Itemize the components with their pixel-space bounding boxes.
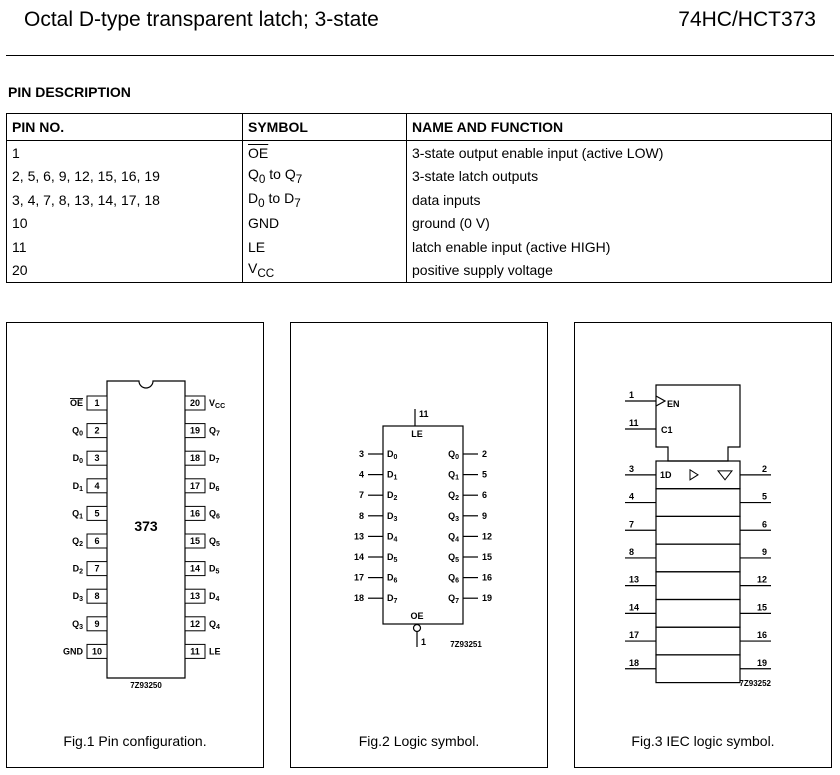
output-label: $Q_7$: [448, 593, 459, 606]
c1-label: C1: [661, 425, 673, 435]
pin-number: 7: [94, 563, 100, 574]
symbol-cell: [243, 165, 407, 189]
table-row: [7, 165, 832, 189]
pin-number: 13: [189, 591, 201, 602]
pin-name: $Q_3$: [72, 618, 83, 631]
data-input-label: $D_3$: [387, 510, 398, 523]
column-header: PIN NO.: [7, 114, 243, 141]
figure-caption: Fig.1 Pin configuration.: [63, 733, 207, 749]
latch-cell: [656, 600, 740, 628]
figure-caption: Fig.3 IEC logic symbol.: [631, 733, 775, 749]
pin-number: 2: [94, 425, 100, 436]
table-row: [7, 259, 832, 283]
output-label: $Q_0$: [448, 449, 459, 461]
output-pin-number: 2: [482, 449, 488, 459]
pin-number-cell: 10: [7, 212, 243, 236]
function-cell: 3-state latch outputs: [407, 165, 832, 189]
input-pin-number: 13: [629, 574, 640, 585]
input-pin-number: 7: [358, 490, 364, 501]
header-rule: [6, 55, 834, 56]
table-row: [7, 212, 832, 236]
le-pin-number: 11: [419, 409, 429, 419]
input-pin-number: 13: [353, 531, 364, 542]
en-polarity-indicator: [656, 396, 665, 406]
table-row: [7, 188, 832, 212]
data-input-label: $D_7$: [387, 593, 398, 606]
output-label: $Q_1$: [448, 469, 459, 482]
pin-number: 17: [189, 480, 201, 491]
pin-name: $Q_1$: [72, 508, 83, 521]
symbol-cell: [243, 188, 407, 212]
pin-name: OE: [69, 398, 83, 408]
pin-number: 3: [94, 453, 100, 464]
figure-logic-symbol: [290, 322, 548, 768]
c1-pin-number: 11: [629, 418, 639, 428]
pin-number: 5: [94, 508, 100, 519]
pin-name: $Q_0$: [72, 425, 83, 438]
table-header-row: [7, 114, 832, 141]
column-header: NAME AND FUNCTION: [407, 114, 832, 141]
data-input-label: $D_1$: [387, 469, 398, 482]
pin-name: $D_7$: [209, 453, 220, 466]
input-pin-number: 3: [358, 449, 364, 459]
input-pin-number: 14: [353, 552, 364, 562]
output-pin-number: 2: [761, 463, 767, 474]
data-input-label: $D_4$: [387, 531, 398, 544]
symbol-subscript: CC: [257, 267, 275, 281]
latch-cell: [656, 516, 740, 544]
pin-number: 14: [189, 563, 201, 574]
symbol-text: to: [264, 189, 285, 206]
input-pin-number: 17: [353, 572, 364, 583]
output-pin-number: 5: [761, 491, 767, 502]
symbol-text: D: [248, 189, 259, 206]
pin-name: $Q_2$: [72, 536, 83, 548]
symbol-subscript: 7: [294, 196, 301, 210]
le-label: LE: [411, 429, 423, 439]
output-pin-number: 9: [761, 546, 767, 557]
input-pin-number: 8: [358, 510, 364, 521]
section-title: PIN DESCRIPTION: [8, 84, 131, 100]
pin-number: 12: [189, 618, 201, 629]
latch-cell: [656, 489, 740, 517]
pin-name: $D_5$: [209, 563, 220, 576]
iec-logic-symbol-diagram: [575, 323, 831, 767]
output-pin-number: 16: [482, 572, 493, 583]
diagram-code: 7Z93251: [450, 640, 482, 649]
symbol-subscript: 0: [258, 196, 265, 210]
output-pin-number: 19: [482, 593, 493, 604]
output-pin-number: 12: [756, 574, 767, 585]
pin-name: LE: [209, 646, 221, 657]
input-pin-number: 14: [629, 602, 640, 613]
pin-number: 6: [94, 536, 100, 546]
pin-number: 11: [190, 646, 200, 657]
table-row: [7, 141, 832, 165]
output-pin-number: 6: [761, 519, 767, 530]
pin-number-cell: 20: [7, 259, 243, 283]
symbol-text: V: [248, 260, 258, 277]
input-pin-number: 18: [629, 657, 640, 668]
output-pin-number: 19: [756, 657, 767, 668]
function-cell: 3-state output enable input (active LOW): [407, 141, 832, 165]
pin-number: 4: [94, 480, 100, 491]
output-pin-number: 16: [756, 630, 767, 641]
latch-cell: [656, 627, 740, 655]
part-number: 74HC/HCT373: [678, 8, 816, 31]
symbol-text: Q: [248, 166, 259, 183]
pin-number-cell: 1: [7, 141, 243, 165]
pin-number: 18: [189, 453, 201, 464]
function-cell: latch enable input (active HIGH): [407, 235, 832, 259]
pin-number-cell: 3, 4, 7, 8, 13, 14, 17, 18: [7, 188, 243, 212]
latch-cell: [656, 544, 740, 572]
data-input-label: $D_0$: [387, 449, 398, 461]
output-pin-number: 12: [482, 531, 493, 542]
input-pin-number: 7: [629, 519, 635, 530]
pin-configuration-diagram: [7, 323, 263, 767]
diagram-code: 7Z93252: [739, 679, 771, 688]
pin-number: 1: [94, 398, 100, 408]
pin-number: 19: [189, 425, 201, 436]
control-block: [656, 385, 740, 461]
data-input-label: 1D: [660, 469, 672, 480]
output-pin-number: 5: [482, 469, 488, 480]
output-label: $Q_2$: [448, 490, 459, 503]
input-pin-number: 18: [353, 593, 364, 604]
symbol-text: Q: [284, 166, 296, 183]
pin-name: $D_4$: [209, 591, 220, 604]
pin-number-cell: 2, 5, 6, 9, 12, 15, 16, 19: [7, 165, 243, 189]
oe-pin-number: 1: [421, 637, 427, 647]
output-pin-number: 15: [482, 552, 493, 562]
buffer-symbol: [690, 470, 698, 480]
figure-iec-logic-symbol: [574, 322, 832, 768]
latch-cell: [656, 655, 740, 683]
symbol-subscript: 0: [258, 173, 266, 187]
three-state-symbol: [718, 471, 732, 480]
pin-name: $D_2$: [72, 563, 83, 576]
pin-name: $V_{CC}$: [209, 398, 226, 410]
data-input-label: $D_5$: [387, 552, 398, 564]
table-row: [7, 235, 832, 259]
pin-name: $Q_7$: [209, 425, 220, 438]
symbol-cell: GND: [243, 212, 407, 236]
chip-label: 373: [134, 518, 158, 534]
pin-name: $D_0$: [72, 453, 83, 466]
symbol-cell: [243, 259, 407, 283]
pin-name: $D_1$: [72, 480, 83, 493]
en-label: EN: [667, 399, 680, 409]
figure-pin-configuration: [6, 322, 264, 768]
output-label: $Q_4$: [448, 531, 459, 544]
input-pin-number: 3: [629, 463, 635, 474]
data-input-label: $D_2$: [387, 490, 398, 503]
output-pin-number: 6: [482, 490, 488, 501]
pin-number: 10: [91, 646, 103, 657]
pin-number: 20: [189, 398, 201, 408]
output-pin-number: 9: [482, 510, 488, 521]
column-header: SYMBOL: [243, 114, 407, 141]
pin-number: 16: [189, 508, 201, 519]
pin-number: 9: [94, 618, 100, 629]
function-cell: positive supply voltage: [407, 259, 832, 283]
logic-symbol-diagram: [291, 323, 547, 767]
diagram-code: 7Z93250: [130, 681, 162, 690]
input-pin-number: 8: [629, 546, 635, 557]
pin-name: GND: [63, 646, 83, 657]
output-label: $Q_5$: [448, 552, 459, 564]
input-pin-number: 4: [358, 469, 364, 480]
input-pin-number: 17: [629, 630, 640, 641]
function-cell: data inputs: [407, 188, 832, 212]
document-title: Octal D-type transparent latch; 3-state: [24, 8, 379, 31]
en-pin-number: 1: [629, 390, 635, 400]
pin-number: 15: [189, 536, 201, 546]
pin-name: $D_3$: [72, 591, 83, 604]
symbol-subscript: 7: [295, 173, 303, 187]
pin-description-table: [6, 113, 832, 283]
latch-cell: [656, 572, 740, 600]
pin-name: $D_6$: [209, 480, 220, 493]
symbol-cell: [243, 141, 407, 165]
output-pin-number: 15: [756, 602, 767, 613]
pin-number: 8: [94, 591, 100, 602]
symbol-text: to: [265, 166, 285, 183]
pin-name: $Q_5$: [209, 536, 220, 548]
symbol-text: D: [284, 189, 295, 206]
oe-inversion-bubble: [414, 625, 421, 632]
input-pin-number: 4: [629, 491, 635, 502]
pin-name: $Q_6$: [209, 508, 220, 521]
symbol-cell: LE: [243, 235, 407, 259]
data-input-label: $D_6$: [387, 572, 398, 585]
function-cell: ground (0 V): [407, 212, 832, 236]
output-label: $Q_6$: [448, 572, 459, 585]
pin-name: $Q_4$: [209, 618, 220, 631]
output-label: $Q_3$: [448, 510, 459, 523]
symbol-text: $\overline{OE}$: [248, 144, 269, 161]
oe-label: OE: [410, 611, 424, 621]
figure-caption: Fig.2 Logic symbol.: [358, 733, 480, 749]
pin-number-cell: 11: [7, 235, 243, 259]
